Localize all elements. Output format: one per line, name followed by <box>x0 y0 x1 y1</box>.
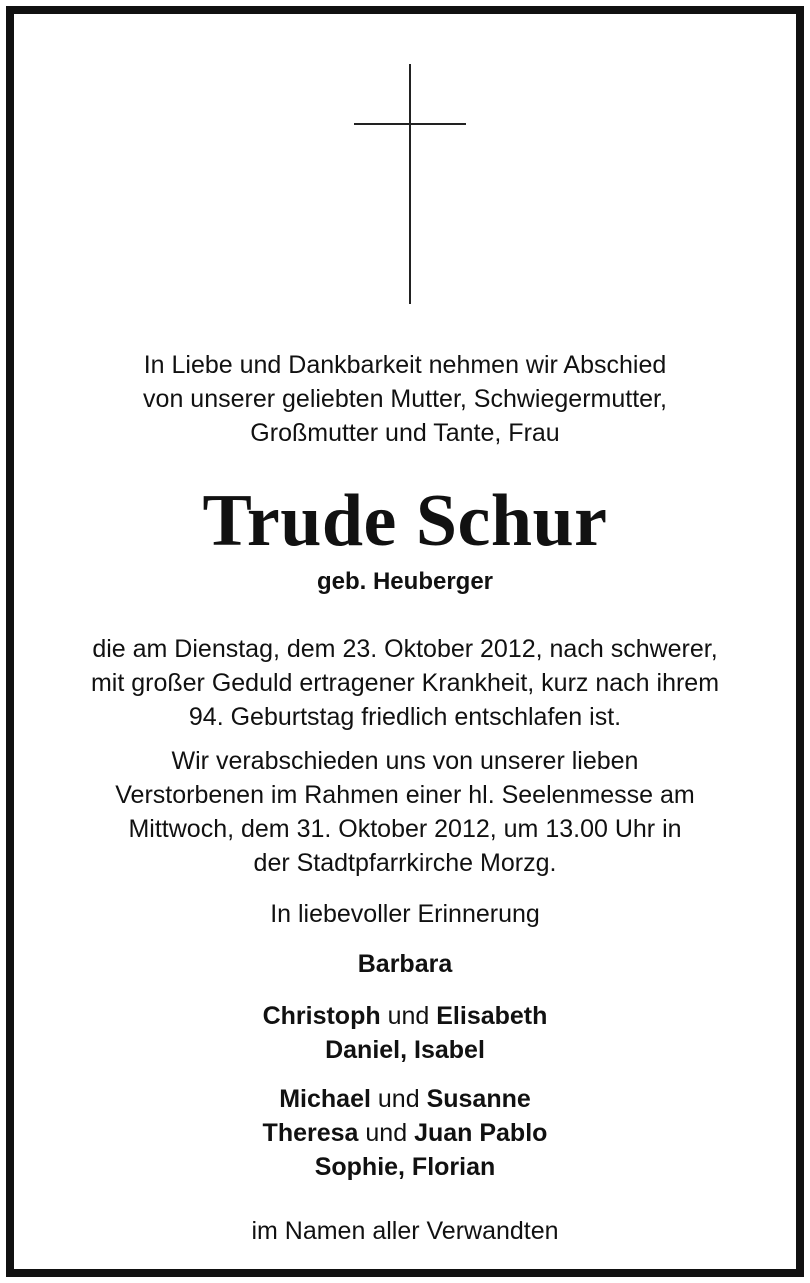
death-notice-text <box>14 632 796 734</box>
service-line: Mittwoch, dem 31. Oktober 2012, um 13.00 Uhr in <box>128 815 682 843</box>
conjunction: und <box>365 1119 408 1147</box>
service-line: Verstorbenen im Rahmen einer hl. Seelenmesse am <box>115 781 695 809</box>
memory-line <box>14 897 796 931</box>
intro-line: Großmutter und Tante, Frau <box>250 419 560 447</box>
deceased-name: Trude Schur <box>202 480 608 562</box>
intro-line: von unserer geliebten Mutter, Schwiegermutter, <box>143 385 667 413</box>
family-member-name: Theresa <box>262 1119 359 1147</box>
family-group-1 <box>14 947 796 981</box>
family-member-name: Juan Pablo <box>414 1119 548 1147</box>
family-member-name: Michael <box>279 1085 371 1113</box>
cross-icon-vertical-bar <box>409 64 411 304</box>
obituary-frame <box>6 6 804 1277</box>
cross-icon-horizontal-bar <box>354 123 466 125</box>
family-group-2 <box>14 999 796 1067</box>
family-couple-line <box>14 999 796 1033</box>
family-member-name: Christoph <box>262 1002 381 1030</box>
family-children: Sophie, Florian <box>314 1153 496 1181</box>
death-notice-line: mit großer Geduld ertragener Krankheit, kurz nach ihrem <box>90 669 720 697</box>
family-children: Daniel, Isabel <box>325 1036 485 1064</box>
maiden-name: geb. Heuberger <box>316 568 494 595</box>
death-notice-line: 94. Geburtstag friedlich entschlafen ist. <box>188 703 622 731</box>
service-line: der Stadtpfarrkirche Morzg. <box>253 849 557 877</box>
family-member-name: Elisabeth <box>436 1002 548 1030</box>
family-member-name: Susanne <box>426 1085 531 1113</box>
closing-line <box>14 1214 796 1248</box>
closing-line-text: im Namen aller Verwandten <box>251 1217 559 1245</box>
family-group-3 <box>14 1082 796 1184</box>
service-text <box>14 744 796 880</box>
intro-text <box>14 348 796 450</box>
memory-line-text: In liebevoller Erinnerung <box>270 900 540 928</box>
intro-line: In Liebe und Dankbarkeit nehmen wir Abschied <box>143 351 667 379</box>
family-couple-line <box>14 1082 796 1116</box>
conjunction: und <box>387 1002 430 1030</box>
service-line: Wir verabschieden uns von unserer lieben <box>171 747 639 775</box>
family-member-name: Barbara <box>357 950 453 978</box>
death-notice-line: die am Dienstag, dem 23. Oktober 2012, nach schwerer, <box>92 635 718 663</box>
family-couple-line <box>14 1116 796 1150</box>
conjunction: und <box>377 1085 420 1113</box>
